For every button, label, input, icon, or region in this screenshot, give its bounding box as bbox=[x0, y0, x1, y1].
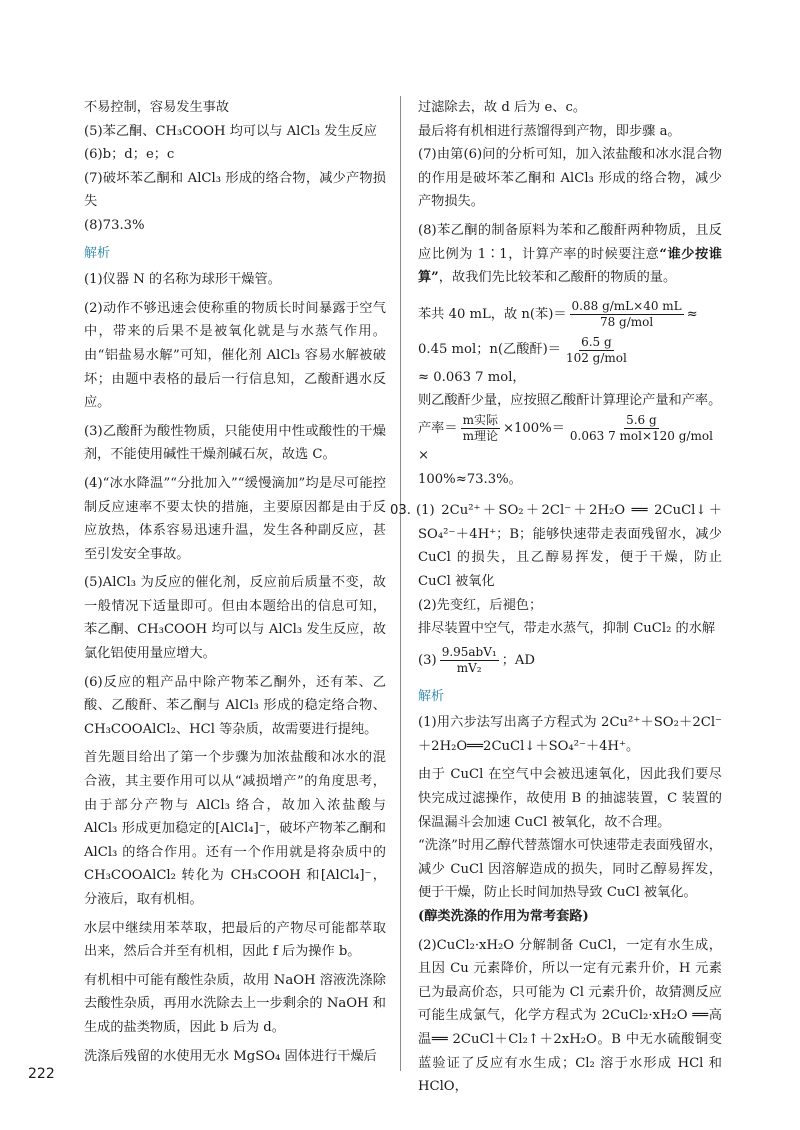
answer-line: (7)破坏苯乙酮和 AlCl₃ 形成的络合物，减少产物损失 bbox=[84, 170, 386, 210]
answer-line: (6)b；d；e；c bbox=[84, 147, 175, 163]
formula-text: (3) bbox=[418, 652, 437, 668]
formula-benzene bbox=[418, 295, 722, 335]
analysis-paragraph: (6)反应的粗产品中除产物苯乙酮外，还有苯、乙酸、乙酸酐、苯乙酮与 AlCl₃ 形成的稳定络合物、CH₃COOAlCl₂、HCl 等杂质，故需要进行提纯。 bbox=[84, 674, 386, 737]
fraction-denominator: 102 g/mol bbox=[565, 350, 627, 365]
fraction bbox=[461, 413, 500, 444]
answer-line: (2)先变红，后褪色； bbox=[418, 597, 543, 613]
analysis-paragraph: (5)AlCl₃ 为反应的催化剂，反应前后质量不变，故一般情况下适量即可。但由本题给出的信息可知，苯乙酮、CH₃COOH 均可以与 AlCl₃ 发生反应，故氯化铝使用量应增大。 bbox=[84, 575, 386, 662]
fraction-numerator: m实际 bbox=[462, 412, 498, 427]
analysis-paragraph: (2)动作不够迅速会使称重的物质长时间暴露于空气中，带来的后果不是被氧化就是与水蒸气作用。由“铝盐易水解”可知，催化剂 AlCl₃ 容易水解被破坏；由题中表格的最后一行信息知，乙酸酐遇水反应。 bbox=[84, 300, 386, 411]
formula-text: 0.45 mol；n(乙酸酐)＝ bbox=[418, 342, 561, 358]
formula-text: ≈ 0.063 7 mol， bbox=[418, 369, 526, 385]
analysis-paragraph: 过滤除去，故 d 后为 e、c。 bbox=[418, 100, 587, 115]
formula-text: 产率＝ bbox=[418, 420, 458, 436]
analysis-paragraph: 有机相中可能有酸性杂质，故用 NaOH 溶液洗涤除去酸性杂质，再用水洗除去上一步剩余的 NaOH 和生成的盐类物质，因此 b 后为 d。 bbox=[84, 972, 386, 1035]
analysis-heading: 解析 bbox=[418, 688, 445, 704]
emphasis-text: “谁少按谁算” bbox=[418, 246, 722, 286]
left-column bbox=[84, 96, 386, 1073]
question-3-answer bbox=[390, 499, 722, 593]
analysis-paragraph: 由于 CuCl 在空气中会被迅速氧化，因此我们要尽快完成过滤操作，故使用 B 的抽滤装置，C 装置的保温漏斗会加速 CuCl 被氧化，故不合理。 bbox=[418, 767, 722, 830]
fraction bbox=[564, 335, 629, 366]
text-span: (8)苯乙酮的制备原料为苯和乙酸酐两种物质，且反应比例为 1∶1，计算产率的时候要注意 bbox=[418, 222, 722, 262]
analysis-paragraph bbox=[418, 219, 722, 290]
analysis-paragraph: “洗涤”时用乙醇代替蒸馏水可快速带走表面残留水，减少 CuCl 因溶解造成的损失，同时乙醇易挥发，便于干燥，防止长时间加热导致 CuCl 被氧化。 bbox=[418, 838, 722, 901]
fraction-numerator: 5.6 g bbox=[626, 412, 657, 427]
analysis-paragraph: (4)“冰水降温”“分批加入”“缓慢滴加”均是尽可能控制反应速率不要太快的措施，主要原因都是由于反应放热，体系容易迅速升温，发生各种副反应，甚至引发安全事故。 bbox=[84, 475, 386, 562]
formula-text: 苯共 40 mL，故 n(苯)＝ bbox=[418, 306, 567, 322]
analysis-paragraph: (3)乙酸酐为酸性物质，只能使用中性或酸性的干燥剂，不能使用碱性干燥剂碱石灰，故选 C。 bbox=[84, 423, 386, 463]
page-number: 222 bbox=[28, 1066, 55, 1082]
formula-text: × bbox=[418, 447, 430, 463]
formula-answer-3 bbox=[418, 641, 722, 681]
answer-line: (8)73.3% bbox=[84, 217, 145, 233]
analysis-paragraph: (1)仪器 N 的名称为球形干燥管。 bbox=[84, 272, 281, 288]
fraction-numerator: 6.5 g bbox=[581, 334, 612, 349]
answer-line: (5)苯乙酮、CH₃COOH 均可以与 AlCl₃ 发生反应 bbox=[84, 123, 377, 139]
fraction-numerator: 0.88 g/mL×40 mL bbox=[571, 299, 682, 314]
analysis-heading: 解析 bbox=[84, 245, 111, 261]
analysis-paragraph: 最后将有机相进行蒸馏得到产物，即步骤 a。 bbox=[418, 123, 681, 139]
formula-text: ；AD bbox=[501, 652, 536, 668]
formula-text: ×100%＝ bbox=[502, 420, 565, 436]
formula-text: ≈ bbox=[686, 306, 698, 322]
analysis-paragraph: 水层中继续用苯萃取，把最后的产物尽可能都萃取出来，然后合并至有机相，因此 f 后为操作 b。 bbox=[84, 920, 386, 960]
fraction bbox=[440, 645, 499, 676]
fraction-denominator: 78 g/mol bbox=[599, 315, 654, 330]
answer-text: (1) 2Cu²⁺＋SO₂＋2Cl⁻＋2H₂O ══ 2CuCl↓＋SO₄²⁻＋4H⁺；B；能够快速带走表面残留水，减少 CuCl 的损失，且乙醇易挥发，便于干燥，防止 CuCl 被氧化 bbox=[416, 503, 722, 589]
formula-result: 100%≈73.3%。 bbox=[418, 471, 522, 487]
fraction-denominator: m理论 bbox=[462, 428, 498, 443]
fraction-numerator: 9.95abV₁ bbox=[441, 645, 497, 660]
analysis-paragraph: (7)由第(6)问的分析可知，加入浓盐酸和冰水混合物的作用是破坏苯乙酮和 AlCl₃ 形成的络合物，减少产物损失。 bbox=[418, 147, 722, 210]
fraction-denominator: 0.063 7 mol×120 g/mol bbox=[569, 428, 713, 443]
fraction-denominator: mV₂ bbox=[456, 661, 482, 676]
right-column bbox=[390, 96, 722, 1099]
fraction bbox=[568, 413, 715, 444]
text-span: ，故我们先比较苯和乙酸酐的物质的量。 bbox=[438, 270, 677, 286]
analysis-paragraph: 则乙酸酐少量，应按照乙酸酐计算理论产量和产率。 bbox=[418, 393, 722, 409]
emphasis-note: (醇类洗涤的作用为常考套路) bbox=[418, 909, 589, 925]
formula-anhydride bbox=[418, 335, 722, 390]
analysis-paragraph: 首先题目给出了第一个步骤为加浓盐酸和冰水的混合液，其主要作用可以从“减损增产”的角度思考，由于部分产物与 AlCl₃ 络合，故加入浓盐酸与 AlCl₃ 形成更加稳定的[AlCl₄]⁻，破坏产物苯乙酮和 AlCl₃ 的络合作用。还有一个作用就是将杂质中的 CH₃COOAlCl₂ 转化为 CH₃COOH 和[AlCl₄]⁻，分液后，取有机相。 bbox=[84, 750, 386, 907]
analysis-paragraph: 洗涤后残留的水使用无水 MgSO₄ 固体进行干燥后 bbox=[84, 1048, 377, 1064]
question-number: 03. bbox=[390, 503, 411, 519]
fraction bbox=[570, 299, 684, 330]
answer-line: 排尽装置中空气，带走水蒸气，抑制 CuCl₂ 的水解 bbox=[418, 621, 716, 637]
analysis-paragraph: (2)CuCl₂·xH₂O 分解制备 CuCl，一定有水生成，且因 Cu 元素降价，所以一定有元素升价，H 元素已为最高价态，只可能为 Cl 元素升价，故猜测反应可能生成氯气，化学方程式为 2CuCl₂·xH₂O ══高温══ 2CuCl＋Cl₂↑＋2xH₂O。B 中无水硫酸铜变蓝验证了反应有水生成；Cl₂ 溶于水形成 HCl 和 HClO， bbox=[418, 937, 722, 1095]
formula-yield bbox=[418, 413, 722, 468]
answer-line: 不易控制，容易发生事故 bbox=[84, 100, 230, 115]
analysis-paragraph: (1)用六步法写出离子方程式为 2Cu²⁺＋SO₂＋2Cl⁻＋2H₂O══2CuCl↓＋SO₄²⁻＋4H⁺。 bbox=[418, 715, 722, 754]
column-divider bbox=[400, 96, 401, 1071]
